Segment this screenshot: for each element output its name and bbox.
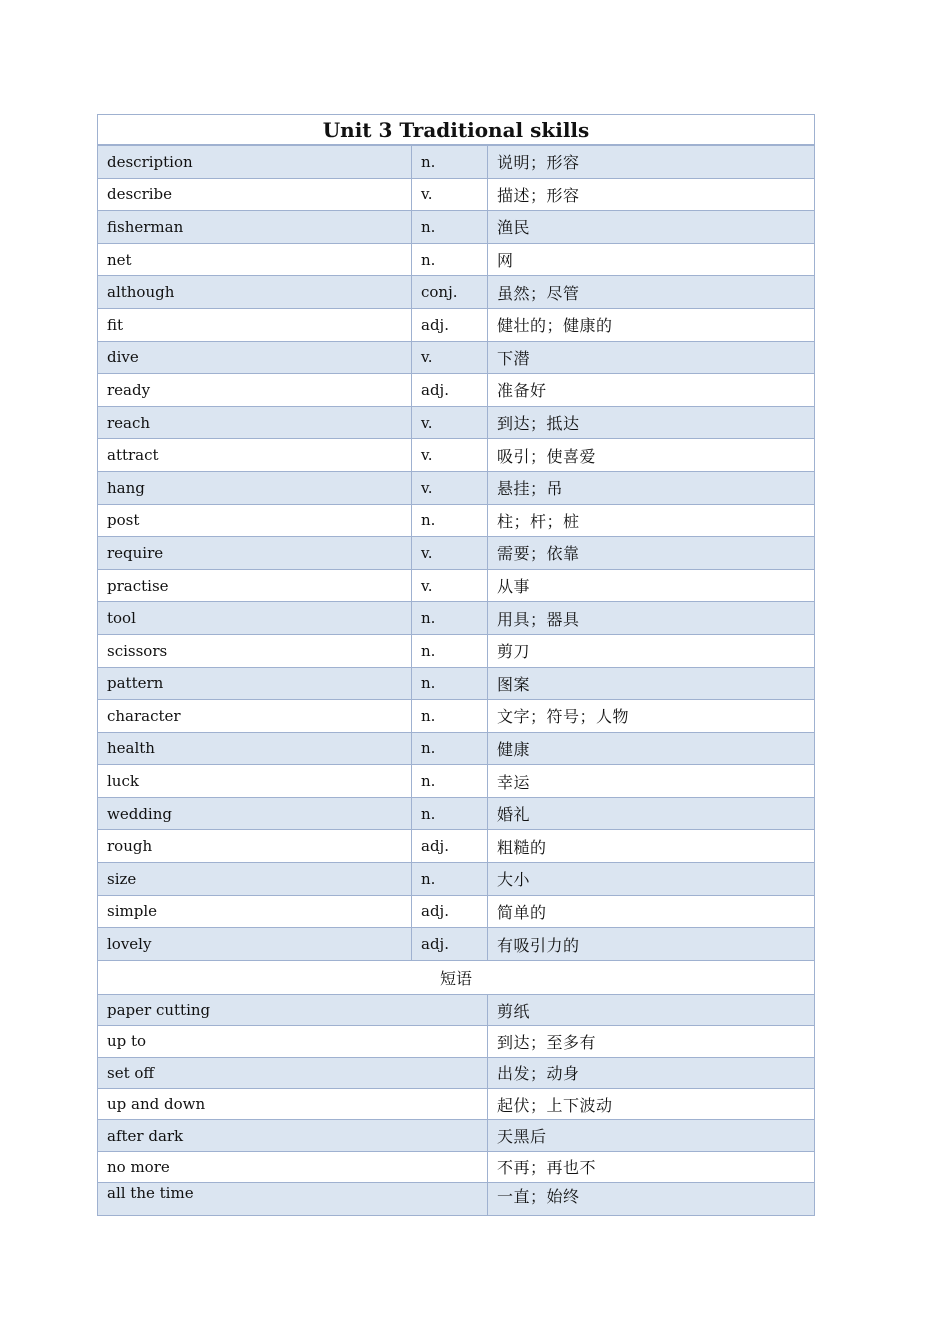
phrase-meaning-cell: 一直；始终 <box>488 1183 815 1215</box>
word-row <box>98 667 815 700</box>
word-row <box>98 439 815 472</box>
meaning-cell: 有吸引力的 <box>488 928 815 961</box>
part-of-speech-cell: v. <box>412 537 488 570</box>
meaning-cell: 需要；依靠 <box>488 537 815 570</box>
word-cell: description <box>98 145 412 178</box>
part-of-speech-cell: n. <box>412 863 488 896</box>
word-row <box>98 928 815 961</box>
phrase-cell: set off <box>98 1057 488 1088</box>
phrase-cell: all the time <box>98 1183 488 1215</box>
meaning-cell: 用具；器具 <box>488 602 815 635</box>
word-row <box>98 504 815 537</box>
part-of-speech-cell: v. <box>412 439 488 472</box>
word-row <box>98 830 815 863</box>
part-of-speech-cell: v. <box>412 341 488 374</box>
phrase-row <box>98 1151 815 1182</box>
phrase-cell: no more <box>98 1151 488 1182</box>
meaning-cell: 说明；形容 <box>488 145 815 178</box>
meaning-cell: 柱；杆；桩 <box>488 504 815 537</box>
word-row <box>98 700 815 733</box>
meaning-cell: 粗糙的 <box>488 830 815 863</box>
word-row <box>98 797 815 830</box>
phrase-meaning-cell: 到达；至多有 <box>488 1026 815 1057</box>
meaning-cell: 描述；形容 <box>488 178 815 211</box>
meaning-cell: 下潜 <box>488 341 815 374</box>
word-cell: hang <box>98 471 412 504</box>
word-cell: scissors <box>98 634 412 667</box>
word-row <box>98 895 815 928</box>
part-of-speech-cell: v. <box>412 569 488 602</box>
meaning-cell: 健康 <box>488 732 815 765</box>
part-of-speech-cell: adj. <box>412 308 488 341</box>
part-of-speech-cell: adj. <box>412 928 488 961</box>
part-of-speech-cell: n. <box>412 732 488 765</box>
word-cell: fit <box>98 308 412 341</box>
vocabulary-table-body <box>98 115 815 1216</box>
part-of-speech-cell: n. <box>412 765 488 798</box>
meaning-cell: 从事 <box>488 569 815 602</box>
part-of-speech-cell: n. <box>412 797 488 830</box>
word-row <box>98 863 815 896</box>
phrases-heading: 短语 <box>98 960 815 994</box>
word-row <box>98 569 815 602</box>
part-of-speech-cell: adj. <box>412 895 488 928</box>
phrase-cell: up and down <box>98 1089 488 1120</box>
word-cell: wedding <box>98 797 412 830</box>
meaning-cell: 虽然；尽管 <box>488 276 815 309</box>
phrase-meaning-cell: 不再；再也不 <box>488 1151 815 1182</box>
word-row <box>98 374 815 407</box>
part-of-speech-cell: n. <box>412 211 488 244</box>
word-cell: tool <box>98 602 412 635</box>
word-cell: require <box>98 537 412 570</box>
part-of-speech-cell: n. <box>412 602 488 635</box>
phrase-row <box>98 1183 815 1215</box>
phrases-heading-row <box>98 960 815 994</box>
word-cell: fisherman <box>98 211 412 244</box>
word-cell: luck <box>98 765 412 798</box>
phrase-row <box>98 1089 815 1120</box>
word-row <box>98 732 815 765</box>
word-row <box>98 178 815 211</box>
phrase-meaning-cell: 出发；动身 <box>488 1057 815 1088</box>
word-row <box>98 145 815 178</box>
word-row <box>98 276 815 309</box>
meaning-cell: 到达；抵达 <box>488 406 815 439</box>
phrase-row <box>98 994 815 1025</box>
part-of-speech-cell: adj. <box>412 374 488 407</box>
unit-title: Unit 3 Traditional skills <box>98 115 815 146</box>
part-of-speech-cell: n. <box>412 243 488 276</box>
meaning-cell: 吸引；使喜爱 <box>488 439 815 472</box>
phrase-cell: up to <box>98 1026 488 1057</box>
part-of-speech-cell: n. <box>412 634 488 667</box>
word-row <box>98 537 815 570</box>
phrase-meaning-cell: 剪纸 <box>488 994 815 1025</box>
phrase-cell: after dark <box>98 1120 488 1151</box>
word-cell: net <box>98 243 412 276</box>
phrase-row <box>98 1120 815 1151</box>
vocabulary-table <box>97 114 815 1216</box>
phrase-cell: paper cutting <box>98 994 488 1025</box>
word-cell: pattern <box>98 667 412 700</box>
word-row <box>98 765 815 798</box>
part-of-speech-cell: n. <box>412 504 488 537</box>
phrase-row <box>98 1057 815 1088</box>
word-cell: ready <box>98 374 412 407</box>
word-row <box>98 211 815 244</box>
word-row <box>98 634 815 667</box>
part-of-speech-cell: n. <box>412 145 488 178</box>
word-cell: although <box>98 276 412 309</box>
meaning-cell: 简单的 <box>488 895 815 928</box>
word-cell: health <box>98 732 412 765</box>
word-cell: lovely <box>98 928 412 961</box>
word-row <box>98 341 815 374</box>
word-cell: attract <box>98 439 412 472</box>
meaning-cell: 悬挂；吊 <box>488 471 815 504</box>
word-cell: character <box>98 700 412 733</box>
meaning-cell: 大小 <box>488 863 815 896</box>
word-row <box>98 243 815 276</box>
part-of-speech-cell: n. <box>412 667 488 700</box>
word-row <box>98 471 815 504</box>
word-cell: dive <box>98 341 412 374</box>
part-of-speech-cell: adj. <box>412 830 488 863</box>
meaning-cell: 幸运 <box>488 765 815 798</box>
meaning-cell: 剪刀 <box>488 634 815 667</box>
phrase-row <box>98 1026 815 1057</box>
part-of-speech-cell: v. <box>412 471 488 504</box>
word-cell: reach <box>98 406 412 439</box>
title-row <box>98 115 815 146</box>
word-cell: describe <box>98 178 412 211</box>
meaning-cell: 图案 <box>488 667 815 700</box>
meaning-cell: 健壮的；健康的 <box>488 308 815 341</box>
word-cell: size <box>98 863 412 896</box>
word-cell: rough <box>98 830 412 863</box>
word-cell: practise <box>98 569 412 602</box>
word-cell: simple <box>98 895 412 928</box>
word-row <box>98 308 815 341</box>
meaning-cell: 婚礼 <box>488 797 815 830</box>
word-cell: post <box>98 504 412 537</box>
part-of-speech-cell: v. <box>412 406 488 439</box>
phrase-meaning-cell: 起伏；上下波动 <box>488 1089 815 1120</box>
meaning-cell: 网 <box>488 243 815 276</box>
word-row <box>98 602 815 635</box>
part-of-speech-cell: v. <box>412 178 488 211</box>
meaning-cell: 准备好 <box>488 374 815 407</box>
part-of-speech-cell: conj. <box>412 276 488 309</box>
meaning-cell: 渔民 <box>488 211 815 244</box>
phrase-meaning-cell: 天黑后 <box>488 1120 815 1151</box>
part-of-speech-cell: n. <box>412 700 488 733</box>
word-row <box>98 406 815 439</box>
meaning-cell: 文字；符号；人物 <box>488 700 815 733</box>
